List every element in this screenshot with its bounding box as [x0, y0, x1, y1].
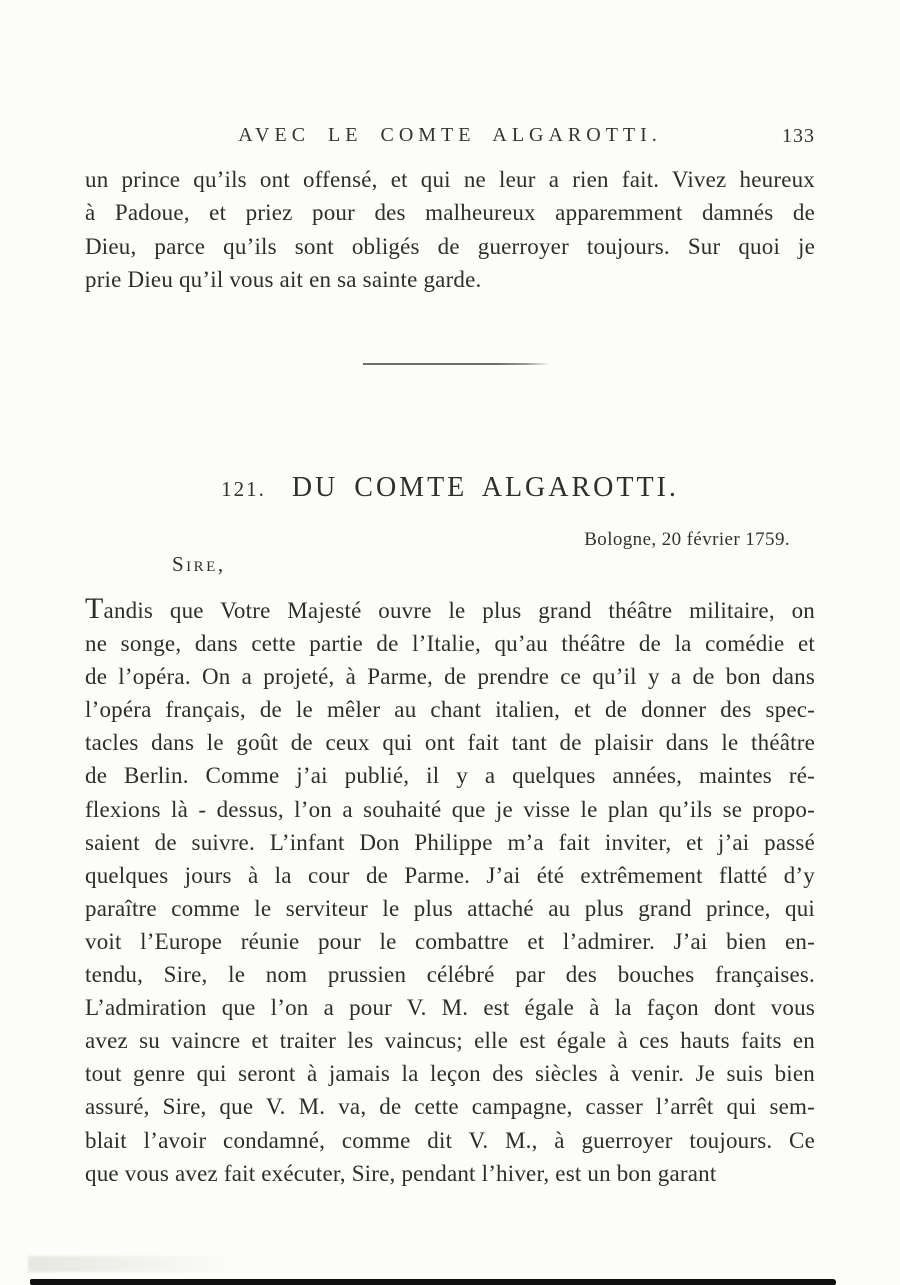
drop-cap-initial: T [85, 592, 104, 625]
text-line: tout genre qui seront à jamais la leçon des siècles à venir. Je suis bien [85, 1061, 815, 1087]
text-line: un prince qu’ils ont offensé, et qui ne leur a rien fait. Vivez heureux [85, 167, 815, 192]
text-line: Dieu, parce qu’ils sont obligés de guerroyer toujours. Sur quoi je [85, 233, 815, 259]
text-line: saient de suivre. L’infant Don Philippe m’a fait inviter, et j’ai passé [85, 829, 815, 855]
text-line: à Padoue, et priez pour des malheureux apparemment damnés de [85, 200, 815, 226]
text-line: l’opéra français, de le mêler au chant italien, et de donner des spec- [85, 697, 815, 723]
page-number: 133 [782, 125, 815, 147]
first-line-text: andis que Votre Majesté ouvre le plus grand théâtre militaire, on [103, 598, 815, 623]
letter-body [85, 592, 815, 1190]
text-line: assuré, Sire, que V. M. va, de cette campagne, casser l’arrêt qui sem- [85, 1094, 815, 1120]
dateline: Bologne, 20 février 1759. [584, 529, 790, 550]
text-line: de l’opéra. On a projeté, à Parme, de prendre ce qu’il y a de bon dans [85, 664, 815, 690]
section-divider-rule [363, 363, 549, 365]
text-line: tacles dans le goût de ceux qui ont fait tant de plaisir dans le théâtre [85, 730, 815, 756]
text-line: que vous avez fait exécuter, Sire, pendant l’hiver, est un bon garant [85, 1160, 717, 1186]
text-line: L’admiration que l’on a pour V. M. est égale à la façon dont vous [85, 995, 815, 1021]
text-line [85, 592, 815, 627]
running-header-title: AVEC LE COMTE ALGAROTTI. [238, 124, 662, 146]
text-line: flexions là - dessus, l’on a souhaité que je visse le plan qu’ils se propo- [85, 796, 815, 822]
text-line: tendu, Sire, le nom prussien célébré par des bouches françaises. [85, 962, 815, 988]
paragraph-continuation [85, 163, 815, 297]
text-line: ne songe, dans cette partie de l’Italie, qu’au théâtre de la comédie et [85, 631, 815, 657]
text-line: paraître comme le serviteur le plus attaché au plus grand prince, qui [85, 895, 815, 921]
letter-title: DU COMTE ALGAROTTI. [291, 472, 679, 503]
salutation: Sire, [172, 552, 226, 576]
text-line: prie Dieu qu’il vous ait en sa sainte garde. [85, 267, 482, 293]
text-line: avez su vaincre et traiter les vaincus; elle est égale à ces hauts faits en [85, 1028, 815, 1054]
text-line: de Berlin. Comme j’ai publié, il y a quelques années, maintes ré- [85, 763, 815, 789]
text-line: voit l’Europe réunie pour le combattre et l’admirer. J’ai bien en- [85, 928, 815, 954]
scan-edge-bar [30, 1279, 836, 1285]
text-line: blait l’avoir condamné, comme dit V. M., à guerroyer toujours. Ce [85, 1127, 815, 1153]
scan-ghost-smudge [28, 1256, 243, 1272]
letter-heading [85, 472, 815, 504]
letter-number: 121. [221, 477, 266, 501]
running-header [85, 124, 815, 150]
text-line: quelques jours à la cour de Parme. J’ai été extrêmement flatté d’y [85, 862, 815, 888]
